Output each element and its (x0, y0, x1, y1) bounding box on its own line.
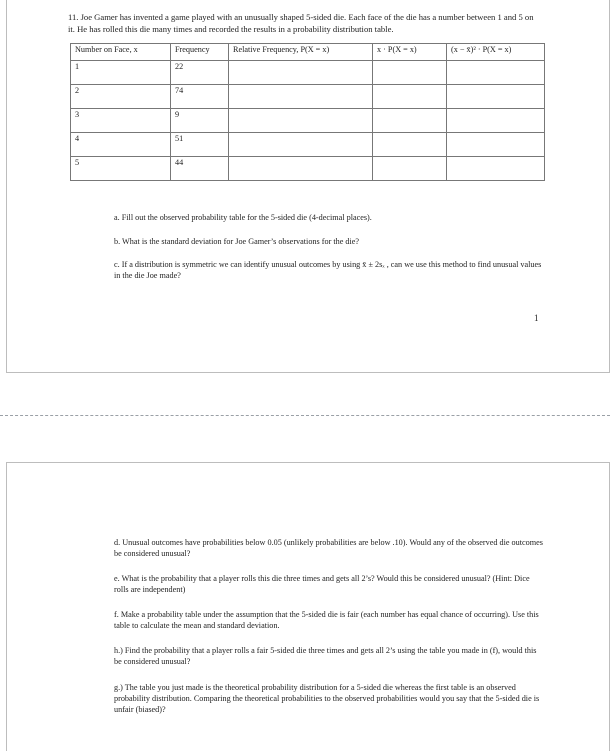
question-h: h.) Find the probability that a player rolls a fair 5-sided die three times and gets all 2’s using the table you made in (f), would this be considered unusual? (114, 646, 537, 666)
cell-x-times-p[interactable] (373, 85, 447, 109)
header-x-times-p: x · P(X = x) (373, 44, 447, 61)
cell-variance-term[interactable] (447, 157, 545, 181)
page-break-separator (0, 415, 610, 416)
cell-variance-term[interactable] (447, 61, 545, 85)
cell-face: 1 (71, 61, 171, 85)
header-relative-frequency: Relative Frequency, P(X = x) (229, 44, 373, 61)
question-d: d. Unusual outcomes have probabilities below 0.05 (unlikely probabilities are below .10). Would any of the observed die outcomes be considered unusual? (114, 538, 543, 558)
page-number: 1 (534, 313, 539, 323)
cell-frequency: 9 (171, 109, 229, 133)
cell-x-times-p[interactable] (373, 109, 447, 133)
header-face: Number on Face, x (71, 44, 171, 61)
table-row (71, 109, 545, 133)
cell-variance-term[interactable] (447, 109, 545, 133)
cell-x-times-p[interactable] (373, 133, 447, 157)
header-variance-term: (x − x̄)² · P(X = x) (447, 44, 545, 61)
cell-frequency: 44 (171, 157, 229, 181)
question-c: c. If a distribution is symmetric we can identify unusual outcomes by using x̄ ± 2sₓ , can we use this method to find unusual values in the die Joe made? (114, 260, 542, 280)
question-a: a. Fill out the observed probability table for the 5-sided die (4-decimal places). (114, 213, 372, 222)
cell-relative-frequency[interactable] (229, 109, 373, 133)
table-header-row (71, 44, 545, 61)
cell-face: 3 (71, 109, 171, 133)
table-row (71, 85, 545, 109)
header-frequency: Frequency (171, 44, 229, 61)
cell-x-times-p[interactable] (373, 61, 447, 85)
cell-relative-frequency[interactable] (229, 133, 373, 157)
cell-frequency: 51 (171, 133, 229, 157)
table-row (71, 61, 545, 85)
cell-face: 5 (71, 157, 171, 181)
question-e: e. What is the probability that a player rolls this die three times and gets all 2’s? Would this be considered unusual? (Hint: Dice rolls are independent) (114, 574, 530, 594)
cell-variance-term[interactable] (447, 133, 545, 157)
cell-face: 4 (71, 133, 171, 157)
cell-face: 2 (71, 85, 171, 109)
problem-intro: 11. Joe Gamer has invented a game played with an unusually shaped 5-sided die. Each face of the die has a number between 1 and 5 on it. He has rolled this die many times and recorded the results in a probability distribution table. (68, 12, 534, 34)
cell-frequency: 22 (171, 61, 229, 85)
question-f: f. Make a probability table under the assumption that the 5-sided die is fair (each number has equal chance of occurring). Use this table to calculate the mean and standard deviation. (114, 610, 539, 630)
table-row (71, 157, 545, 181)
cell-variance-term[interactable] (447, 85, 545, 109)
cell-relative-frequency[interactable] (229, 157, 373, 181)
cell-relative-frequency[interactable] (229, 85, 373, 109)
question-g: g.) The table you just made is the theoretical probability distribution for a 5-sided die whereas the first table is an observed probability distribution. Comparing the theoretical probabilities to the observed probabilities would you say that the 5-sided die is unfair (biased)? (114, 683, 540, 714)
probability-table (70, 43, 545, 181)
cell-frequency: 74 (171, 85, 229, 109)
question-b: b. What is the standard deviation for Joe Gamer’s observations for the die? (114, 237, 360, 246)
cell-x-times-p[interactable] (373, 157, 447, 181)
cell-relative-frequency[interactable] (229, 61, 373, 85)
table-row (71, 133, 545, 157)
